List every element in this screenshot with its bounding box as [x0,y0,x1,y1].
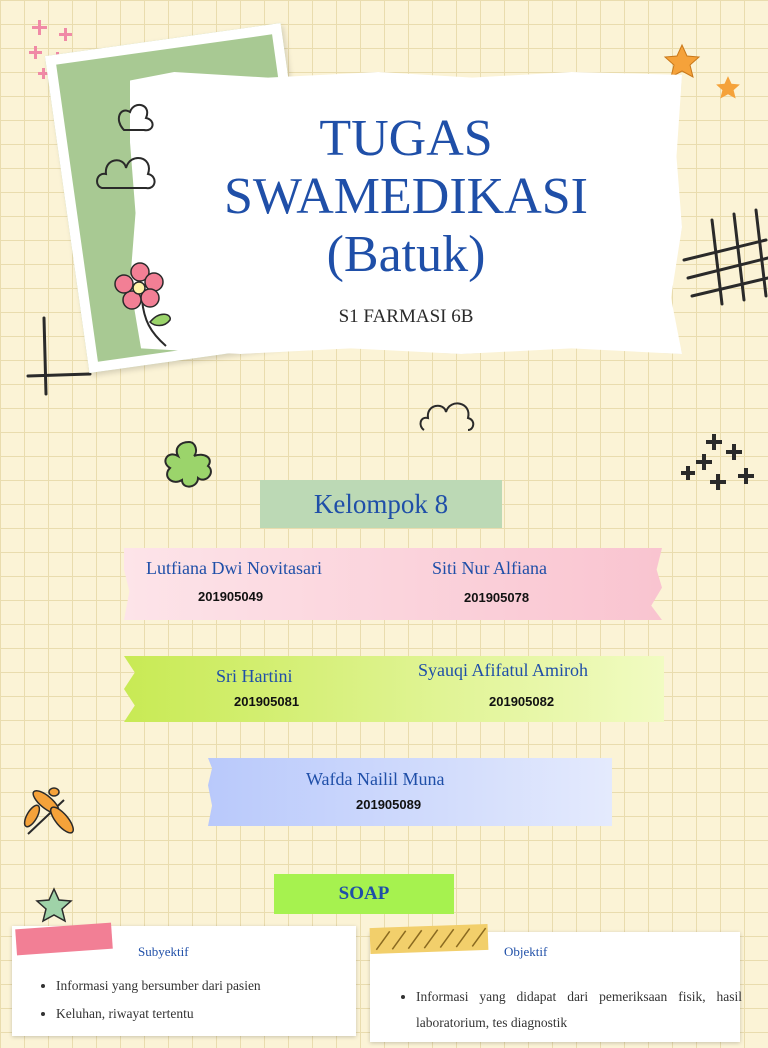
cloud-icon [418,396,478,432]
star-icon [34,886,74,926]
member-nim: 201905078 [464,590,530,605]
member-nim: 201905081 [234,694,300,709]
objektif-card [370,932,740,1042]
page-title: TUGAS SWAMEDIKASI (Batuk) [224,110,588,283]
list-item: • Informasi yang didapat dari pemeriksaan fisik, hasil laboratorium, tes diagnostik [416,984,742,1036]
star-icon [714,74,742,102]
subyektif-card [12,926,356,1036]
member-nim: 201905049 [198,589,264,604]
objektif-list [398,984,742,1048]
washi-tape [15,923,113,956]
sparkles-icon [680,432,756,494]
list-item: • Keluhan, riwayat tertentu [56,1006,374,1022]
soap-label: SOAP [274,874,454,914]
subyektif-list [38,978,374,1034]
member-name: Siti Nur Alfiana [432,558,547,578]
subyektif-title: Subyektif [138,944,189,959]
member-name: Syauqi Afifatul Amiroh [418,660,588,680]
objektif-title: Objektif [504,944,548,959]
member-name: Wafda Nailil Muna [306,769,445,789]
member-name: Lutfiana Dwi Novitasari [146,558,322,578]
member-name: Sri Hartini [216,666,293,686]
flower-outline-icon [160,438,218,490]
washi-tape [370,924,489,954]
group-label: Kelompok 8 [260,480,502,528]
grid-doodle-icon [676,200,768,310]
dragonfly-icon [18,786,82,840]
member-nim: 201905082 [489,694,555,709]
member-nim: 201905089 [356,797,422,812]
list-item: • Informasi yang bersumber dari pasien [56,978,374,994]
class-label: S1 FARMASI 6B [338,306,474,327]
